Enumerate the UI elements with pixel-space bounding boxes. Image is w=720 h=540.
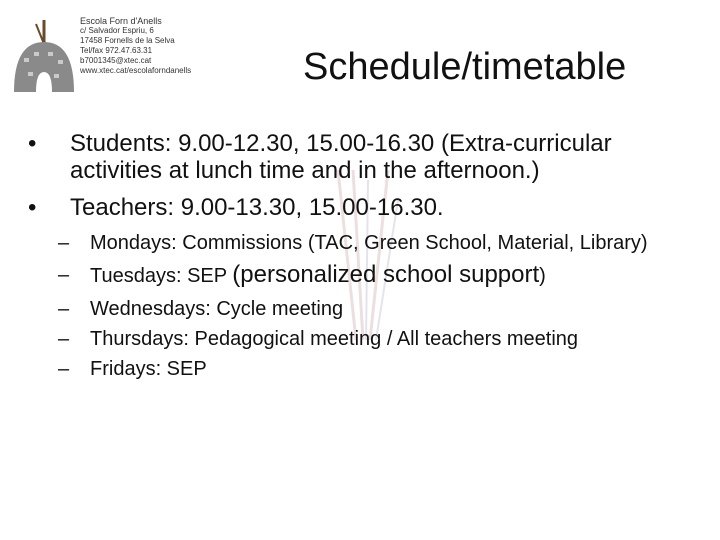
- school-hut-logo-icon: [10, 18, 78, 96]
- school-contact-info: [80, 16, 191, 76]
- sub-item-fridays: [58, 357, 668, 381]
- sub-item-tuesdays-suffix: ): [539, 265, 546, 287]
- slide-title: Schedule/timetable: [303, 46, 627, 88]
- sub-item-mondays-text: Mondays: Commissions (TAC, Green School, Material, Library): [90, 232, 648, 254]
- school-city: 17458 Fornells de la Selva: [80, 36, 175, 45]
- teachers-sub-list: [70, 231, 668, 381]
- bullet-students-text: Students: 9.00-12.30, 15.00-16.30 (Extra-curricular activities at lunch time and in the afternoon.): [70, 130, 612, 184]
- sub-item-thursdays-text: Thursdays: Pedagogical meeting / All teachers meeting: [90, 328, 579, 350]
- bullet-teachers-text: Teachers: 9.00-13.30, 15.00-16.30.: [70, 194, 444, 221]
- sub-item-tuesdays-prefix: Tuesdays: SEP: [90, 265, 233, 287]
- school-website: www.xtec.cat/escolaforndanells: [80, 66, 192, 75]
- bullet-list: [28, 130, 668, 391]
- school-name: Escola Forn d'Anells: [80, 16, 162, 26]
- school-phone: Tel/fax 972.47.63.31: [80, 46, 153, 55]
- sub-item-thursdays: [58, 327, 668, 351]
- sub-item-mondays: [58, 231, 668, 255]
- sub-item-wednesdays: [58, 297, 668, 321]
- bullet-students: [28, 130, 668, 184]
- school-email: b7001345@xtec.cat: [80, 56, 152, 65]
- school-address: c/ Salvador Espriu, 6: [80, 26, 154, 35]
- sub-item-tuesdays: [58, 263, 668, 288]
- sub-item-wednesdays-text: Wednesdays: Cycle meeting: [90, 298, 344, 320]
- sub-item-fridays-text: Fridays: SEP: [90, 358, 207, 380]
- sub-item-tuesdays-emph: (personalized school support: [232, 261, 540, 288]
- bullet-teachers: [28, 194, 668, 381]
